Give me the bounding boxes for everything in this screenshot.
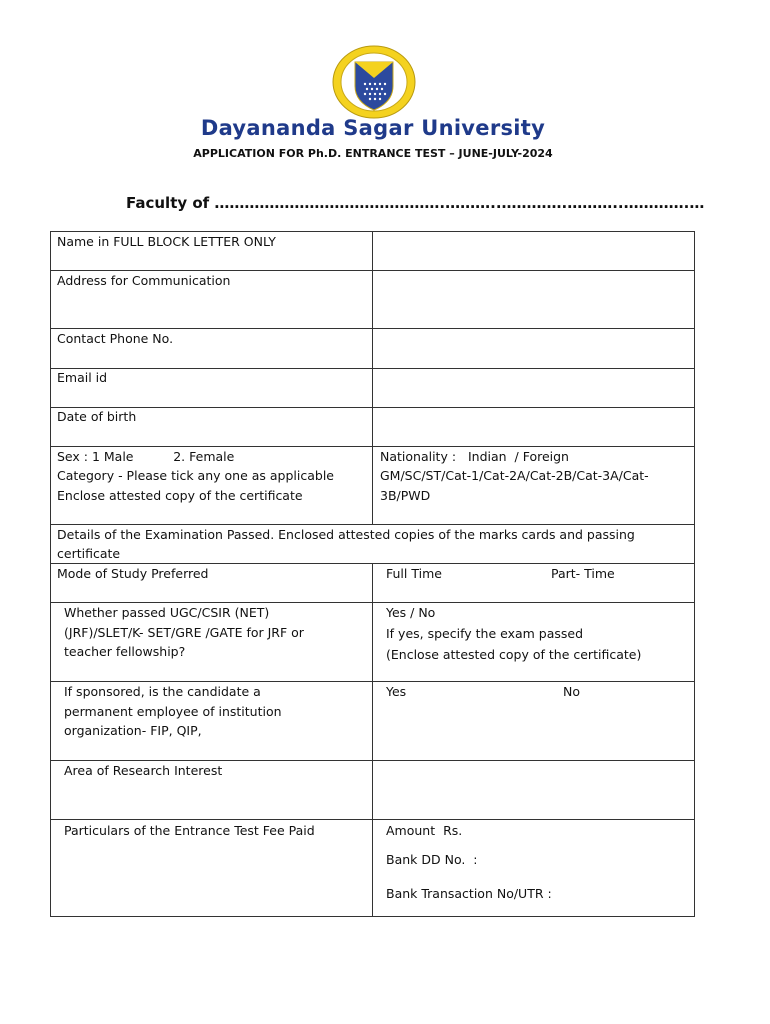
phone-label: Contact Phone No. [57, 331, 174, 346]
sponsored-yes: Yes [386, 684, 407, 699]
category-options-line1: GM/SC/ST/Cat-1/Cat-2A/Cat-2B/Cat-3A/Cat- [380, 468, 649, 483]
name-label: Name in FULL BLOCK LETTER ONLY [57, 234, 276, 249]
sponsored-question-line2: permanent employee of institution [64, 704, 282, 719]
ugc-answer-line3: (Enclose attested copy of the certificate) [386, 647, 642, 662]
ugc-answer-line1: Yes / No [386, 605, 436, 620]
ugc-answer-line2: If yes, specify the exam passed [386, 626, 584, 641]
mode-of-study-label: Mode of Study Preferred [57, 566, 209, 581]
fee-particulars-label: Particulars of the Entrance Test Fee Paid [64, 823, 315, 838]
fee-utr-label: Bank Transaction No/UTR : [386, 886, 552, 901]
ugc-question-line3: teacher fellowship? [64, 644, 186, 659]
mode-full-time: Full Time [386, 566, 442, 581]
mode-part-time: Part- Time [551, 566, 615, 581]
application-title: APPLICATION FOR Ph.D. ENTRANCE TEST – JUNE-JULY-2024 [193, 147, 553, 160]
university-name: Dayananda Sagar University [200, 116, 546, 140]
category-label-line1: Category - Please tick any one as applicable [57, 468, 334, 483]
ugc-question-line1: Whether passed UGC/CSIR (NET) [64, 605, 270, 620]
fee-amount-label: Amount Rs. [386, 823, 463, 838]
address-label: Address for Communication [57, 273, 231, 288]
dob-label: Date of birth [57, 409, 137, 424]
sponsored-question-line1: If sponsored, is the candidate a [64, 684, 261, 699]
category-label-line2: Enclose attested copy of the certificate [57, 488, 303, 503]
category-options-line2: 3B/PWD [380, 488, 431, 503]
email-label: Email id [57, 370, 108, 385]
exam-details-line2: certificate [57, 546, 121, 561]
research-interest-label: Area of Research Interest [64, 763, 223, 778]
university-seal-logo [331, 44, 417, 120]
sex-label: Sex : 1 Male 2. Female [57, 449, 235, 464]
nationality-label: Nationality : Indian / Foreign [380, 449, 569, 464]
exam-details-line1: Details of the Examination Passed. Enclosed attested copies of the marks cards and passing [57, 527, 635, 542]
faculty-line: Faculty of ……………………………………….………..………….………..………….… [126, 194, 705, 212]
fee-dd-label: Bank DD No. : [386, 852, 478, 867]
sponsored-no: No [563, 684, 580, 699]
sponsored-question-line3: organization- FIP, QIP, [64, 723, 202, 738]
ugc-question-line2: (JRF)/SLET/K- SET/GRE /GATE for JRF or [64, 625, 304, 640]
